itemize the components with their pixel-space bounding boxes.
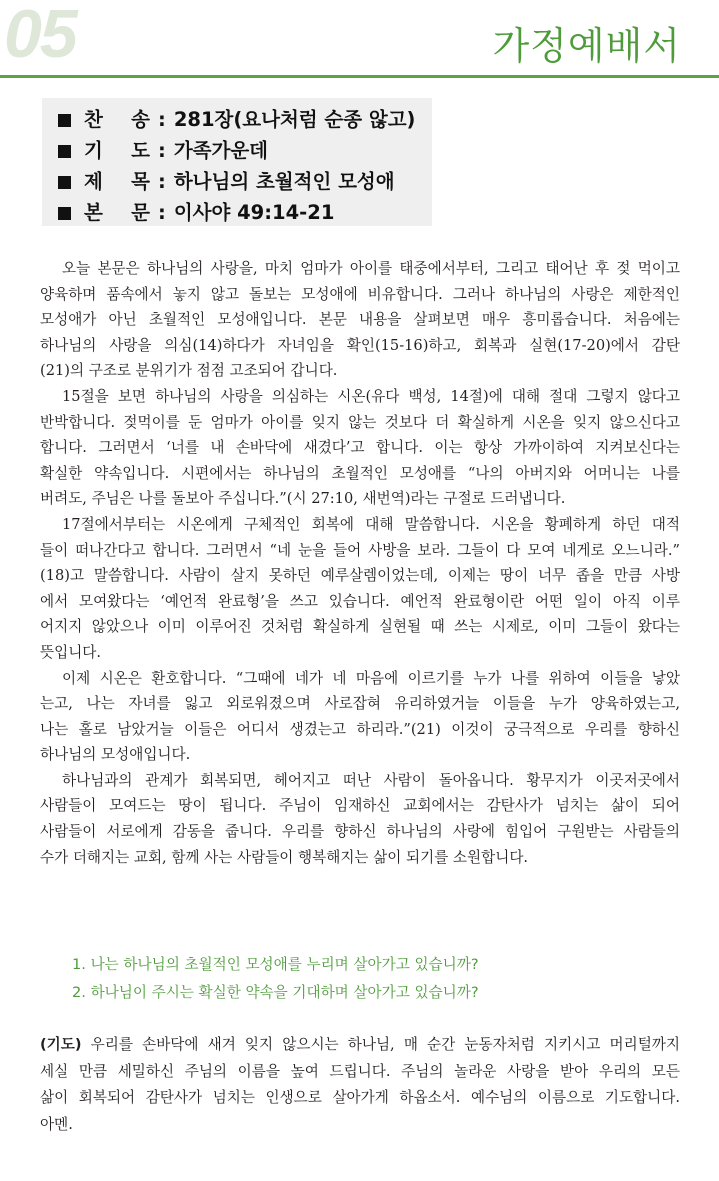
section-title: 가정예배서 (492, 24, 681, 68)
body-line: 반박합니다. 젖먹이를 둔 엄마가 아이를 잊지 않는 것보다 더 확실하게 시온을 잊지 않으신다고 (40, 413, 680, 431)
info-row-prayer (58, 135, 268, 167)
info-label: 기 도 (84, 139, 150, 162)
body-line: 사람들이 모여드는 땅이 됩니다. 주님이 임재하신 교회에서는 감탄사가 넘치는 삶이 되어 (40, 797, 680, 815)
body-line: 15절을 보면 하나님의 사랑을 의심하는 시온(유다 백성, 14절)에 대해 절대 그렇지 않다고 (62, 387, 680, 405)
prayer-line: 세실 만큼 세밀하신 주님의 이름을 높여 드립니다. 주님의 놀라운 사랑을 받아 우리의 모든 (40, 1062, 680, 1080)
body-line: 하나님의 사랑을 의심(14)하다가 자녀임을 확인(15-16)하고, 회복과 실현(17-20)에서 감탄 (40, 336, 680, 354)
info-colon: : (158, 201, 166, 224)
body-line: 는고, 나는 자녀를 잃고 외로워졌으며 사로잡혀 유리하였거늘 이들을 누가 양육하였는고, (40, 695, 680, 713)
body-line: 뜻입니다. (40, 643, 102, 661)
page-number: 05 (4, 0, 76, 72)
body-line: 모성애가 아닌 초월적인 모성애입니다. 본문 내용을 살펴보면 매우 흥미롭습니다. 처음에는 (40, 311, 680, 329)
body-line: 수가 더해지는 교회, 함께 사는 사람들이 행복해지는 삶이 되기를 소원합니다. (40, 848, 529, 866)
prayer-label: (기도) (40, 1036, 82, 1053)
body-line: 들이 떠나간다고 합니다. 그러면서 “네 눈을 들어 사방을 보라. 그들이 다 모여 네게로 오느니라.” (40, 541, 680, 559)
reflection-questions (72, 951, 672, 1007)
body-line: 오늘 본문은 하나님의 사랑을, 마치 엄마가 아이를 태중에서부터, 그리고 태어난 후 젖 먹이고 (62, 260, 680, 277)
square-bullet-icon (58, 207, 71, 220)
body-line: (21)의 구조로 분위기가 점점 고조되어 갑니다. (40, 362, 338, 380)
body-line: 17절에서부터는 시온에게 구체적인 회복에 대해 말씀합니다. 시온을 황폐하게 하던 대적 (62, 515, 680, 533)
body-line: (18)고 말씀합니다. 사람이 살지 못하던 예루살렘이었는데, 이제는 땅이 너무 좁을 만큼 사방 (40, 567, 680, 585)
square-bullet-icon (58, 145, 71, 158)
prayer-line: 아멘. (40, 1115, 73, 1133)
title-divider (0, 75, 719, 78)
body-line: 사람들이 서로에게 감동을 줍니다. 우리를 향하신 하나님의 사랑에 힘입어 구원받는 사람들의 (40, 823, 680, 841)
info-label: 본 문 (84, 201, 150, 224)
closing-prayer (40, 1032, 680, 1138)
info-row-hymn (58, 104, 415, 136)
info-value: 이사야 49:14-21 (173, 201, 335, 224)
prayer-line: 우리를 손바닥에 새겨 잊지 않으시는 하나님, 매 순간 눈동자처럼 지키시고 머리털까지 (81, 1036, 680, 1053)
info-value: 281장(요나처럼 순종 않고) (173, 108, 416, 131)
body-line: 확실한 약속입니다. 시편에서는 하나님의 초월적인 모성애를 “나의 아버지와 어머니는 나를 (40, 464, 680, 482)
body-line: 에서 모여왔다는 ‘예언적 완료형’을 쓰고 있습니다. 예언적 완료형이란 어떤 일이 아직 이루 (40, 592, 680, 610)
square-bullet-icon (58, 114, 71, 127)
body-line: 나는 홀로 남았거늘 이들은 어디서 생겼는고 하리라.”(21) 이것이 궁극적으로 우리를 향하신 (40, 720, 680, 738)
sermon-body (40, 256, 680, 870)
info-row-title (58, 166, 395, 198)
info-value: 가족가운데 (173, 139, 268, 162)
info-colon: : (158, 108, 166, 131)
prayer-line: 삶이 회복되어 감탄사가 넘치는 인생으로 살아가게 하옵소서. 예수님의 이름으로 기도합니다. (40, 1089, 680, 1106)
body-line: 이제 시온은 환호합니다. “그때에 네가 네 마음에 이르기를 누가 나를 위하여 이들을 낳았 (62, 669, 680, 687)
info-label: 제 목 (84, 170, 150, 193)
info-label: 찬 송 (84, 108, 150, 131)
info-colon: : (158, 139, 166, 162)
body-line: 하나님과의 관계가 회복되면, 헤어지고 떠난 사람이 돌아옵니다. 황무지가 이곳저곳에서 (62, 771, 680, 789)
body-line: 어지지 않았으나 이미 이루어진 것처럼 확실하게 실현될 때 쓰는 시제로, 이미 그들이 왔다는 (40, 618, 680, 636)
body-line: 양육하며 품속에서 놓지 않고 돌보는 모성애에 비유합니다. 그러나 하나님의 사랑은 제한적인 (40, 285, 680, 303)
info-row-scripture (58, 197, 334, 229)
body-line: 하나님의 모성애입니다. (40, 746, 191, 764)
square-bullet-icon (58, 176, 71, 189)
info-colon: : (158, 170, 166, 193)
info-value: 하나님의 초월적인 모성애 (173, 170, 395, 193)
question-item: 1. 나는 하나님의 초월적인 모성애를 누리며 살아가고 있습니까? (72, 956, 479, 973)
question-item: 2. 하나님이 주시는 확실한 약속을 기대하며 살아가고 있습니까? (72, 984, 479, 1001)
body-line: 버려도, 주님은 나를 돌보아 주십니다.”(시 27:10, 새번역)라는 구절로 드러냅니다. (40, 490, 566, 508)
body-line: 합니다. 그러면서 ‘너를 내 손바닥에 새겼다’고 합니다. 이는 항상 가까이하여 지켜보신다는 (40, 439, 680, 457)
